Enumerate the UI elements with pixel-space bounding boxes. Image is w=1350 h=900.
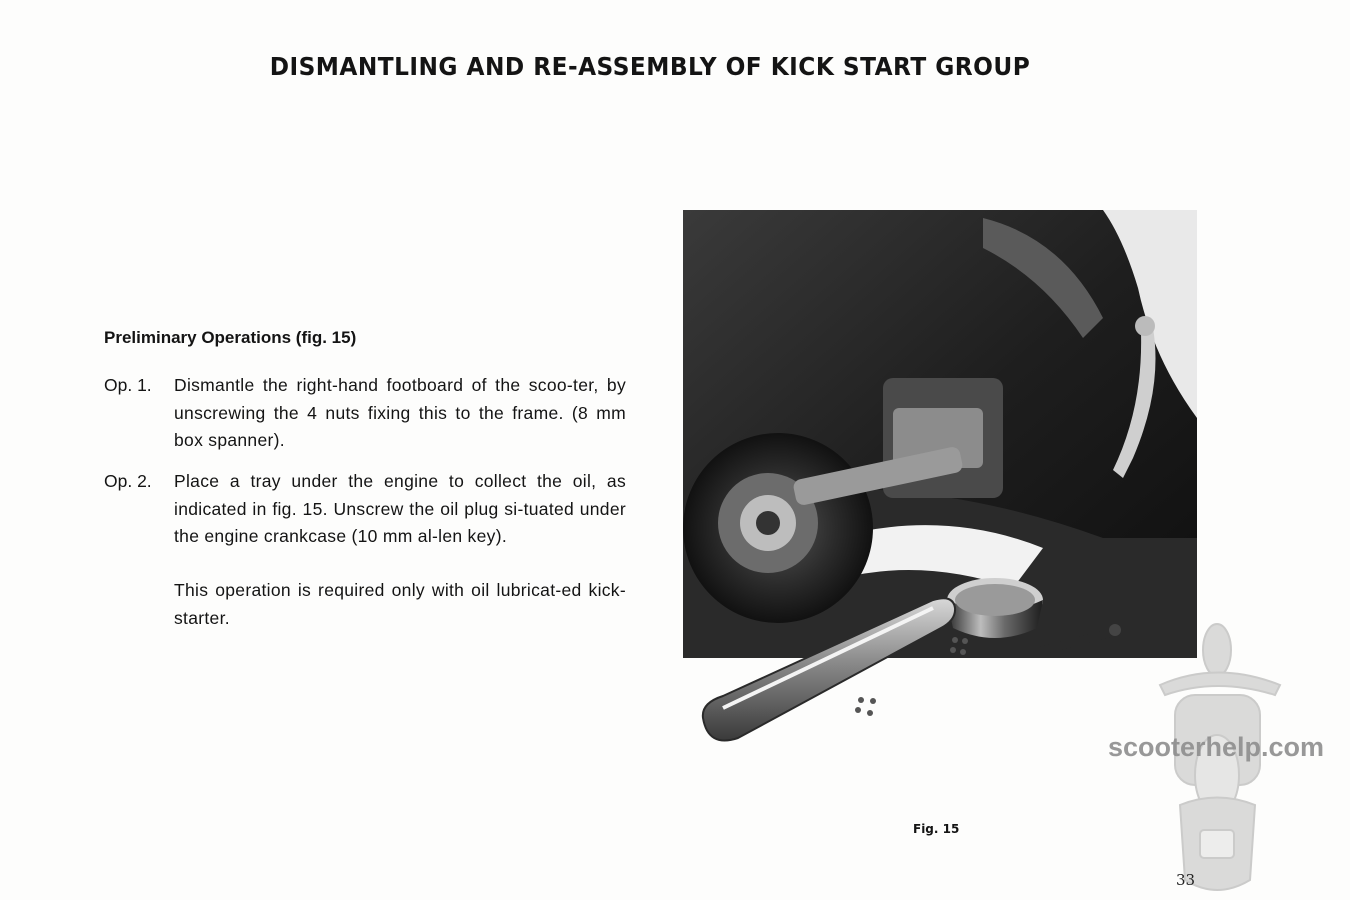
watermark-tail: [1200, 830, 1234, 858]
operation-1-number: Op. 1.: [104, 375, 152, 395]
nuts-group-2: [855, 697, 876, 716]
watermark-headset: [1203, 624, 1231, 676]
operation-2: [104, 468, 626, 551]
kick-start-pedal: [1135, 316, 1155, 336]
section-heading: Preliminary Operations (fig. 15): [104, 328, 357, 347]
watermark-text: scooterhelp.com: [1108, 732, 1325, 762]
watermark-handlebar: [1160, 673, 1280, 696]
operation-note: This operation is required only with oil lubricat-ed kick-starter.: [174, 580, 626, 628]
operation-1-text: Dismantle the right-hand footboard of the scoo-ter, by unscrewing the 4 nuts fixing this to the frame. (8 mm box spanner).: [174, 375, 626, 450]
page-title: DISMANTLING AND RE-ASSEMBLY OF KICK START GROUP: [269, 52, 1031, 81]
page-number: 33: [1176, 871, 1196, 889]
operation-2-number: Op. 2.: [104, 471, 152, 491]
operation-2-text: Place a tray under the engine to collect the oil, as indicated in fig. 15. Unscrew the oil plug si-tuated under the engine crankcase (10 mm al-len key).: [174, 471, 626, 546]
figure-caption: Fig. 15: [913, 822, 960, 836]
oil-tray-inside: [955, 584, 1035, 616]
hub-nut: [756, 511, 780, 535]
operation-1: [104, 372, 626, 455]
